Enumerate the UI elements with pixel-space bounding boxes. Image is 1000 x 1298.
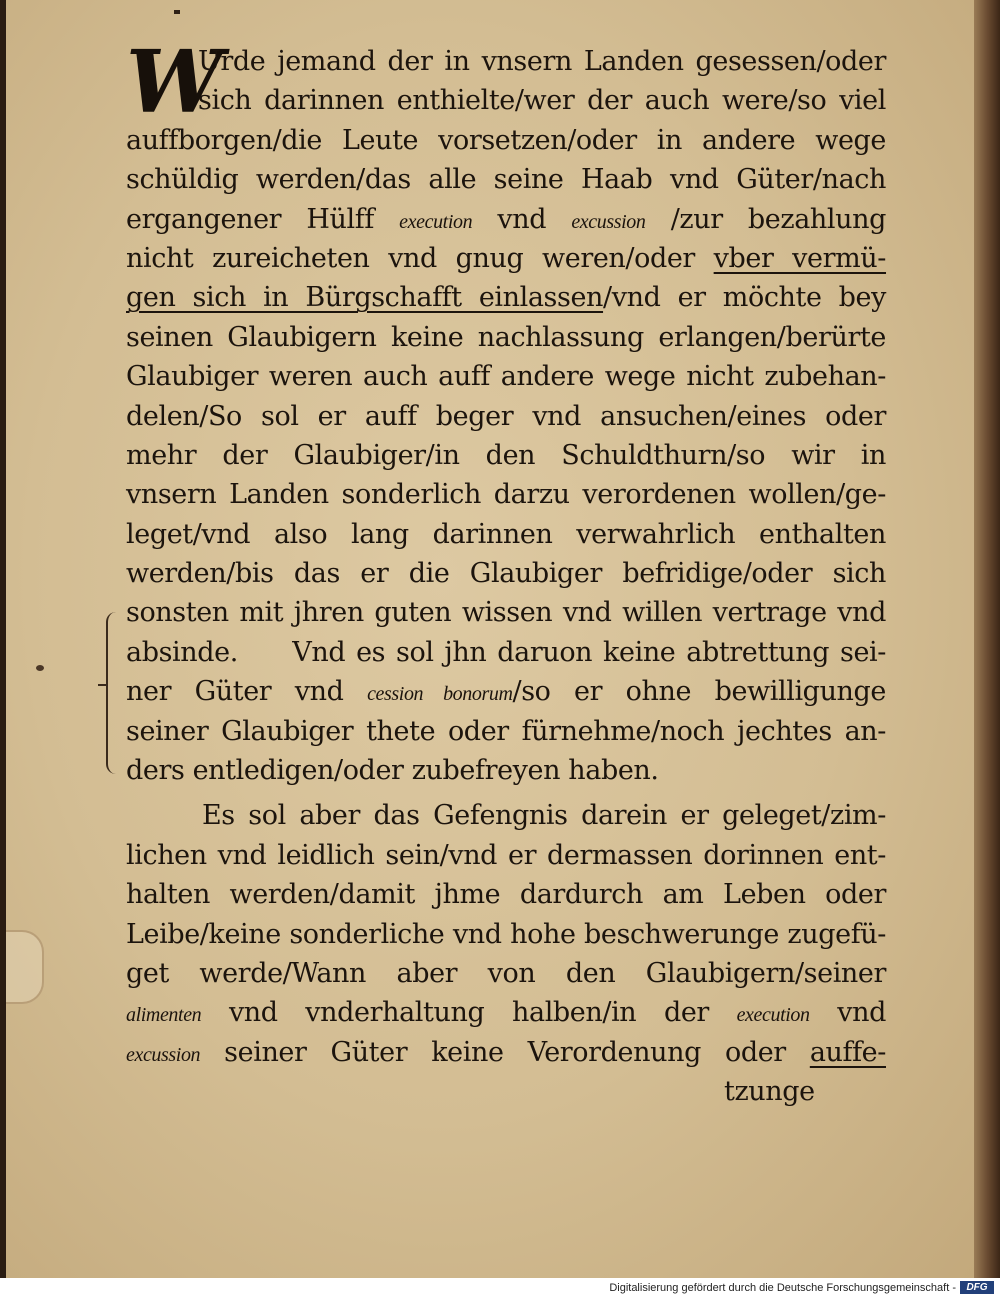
text-fragment: nicht zureicheten vnd gnug weren/oder	[126, 242, 695, 274]
text-line: Urde jemand der in vnsern Landen gesessen/oder	[198, 46, 886, 77]
text-line: sonsten mit jhren guten wissen vnd willen vertrage vnd	[126, 597, 886, 629]
text-line	[126, 200, 886, 239]
text-line: auffborgen/die Leute vorsetzen/oder in andere wege	[126, 124, 886, 156]
page-tab	[6, 930, 44, 1004]
underlined-text: auffe-	[809, 1036, 886, 1068]
text-line: leget/vnd also lang darinnen verwahrlich enthalten	[126, 518, 886, 550]
text-line: Leibe/keine sonderliche vnd hohe beschwerunge zugefü-	[126, 918, 886, 950]
text-fragment: vnd vnderhaltung halben/in der	[228, 997, 709, 1029]
catchword: tzunge	[724, 1076, 815, 1108]
drop-initial: W	[126, 32, 223, 133]
text-fragment: ner Güter vnd	[126, 676, 344, 708]
text-line	[126, 993, 886, 1032]
text-line: seiner Glaubiger thete oder fürnehme/noch jechtes an-	[126, 715, 886, 747]
margin-dot	[36, 665, 44, 671]
page-edge	[974, 0, 1000, 1278]
footer-credit: Digitalisierung gefördert durch die Deutsche Forschungsgemeinschaft -	[609, 1282, 956, 1294]
dfg-logo-icon[interactable]: DFG	[960, 1281, 994, 1294]
text-line: mehr der Glaubiger/in den Schuldthurn/so wir in	[126, 439, 886, 471]
text-line	[126, 239, 886, 278]
text-line	[126, 1033, 886, 1072]
text-line: schüldig werden/das alle seine Haab vnd Güter/nach	[126, 164, 886, 196]
text-line: sich darinnen enthielte/wer der auch were/so viel	[198, 85, 886, 117]
margin-bracket	[106, 612, 122, 774]
text-line: absinde. Vnd es sol jhn daruon keine abtrettung sei-	[126, 636, 886, 668]
text-line: Glaubiger weren auch auff andere wege nicht zubehan-	[126, 361, 886, 393]
text-line: lichen vnd leidlich sein/vnd er dermassen dorinnen ent-	[126, 839, 886, 871]
text-line: werden/bis das er die Glaubiger befridige/oder sich	[126, 558, 886, 590]
text-line: ders entledigen/oder zubefreyen haben.	[126, 755, 659, 787]
underlined-text: vber vermü-	[713, 242, 887, 274]
text-fragment: /vnd er möchte bey	[603, 282, 886, 314]
text-fragment: seiner Güter keine Verordenung oder	[224, 1036, 786, 1068]
text-line: seinen Glaubigern keine nachlassung erlangen/berürte	[126, 321, 886, 353]
text-line: get werde/Wann aber von den Glaubigern/seiner	[126, 957, 886, 989]
page-text	[126, 32, 887, 1112]
latin-term: cession bonorum	[367, 683, 513, 706]
text-line: Es sol aber das Gefengnis darein er geleget/zim-	[202, 800, 886, 832]
latin-term: excussion	[571, 210, 646, 233]
latin-term: excussion	[126, 1043, 201, 1066]
footer-bar	[0, 1278, 1000, 1298]
text-fragment: ergangener Hülff	[126, 203, 374, 235]
book-page	[6, 0, 977, 1278]
text-fragment: /zur bezahlung	[670, 203, 886, 235]
underlined-text: gen sich in Bürgschafft einlassen	[126, 282, 604, 314]
latin-term: alimenten	[126, 1004, 202, 1027]
text-line: vnsern Landen sonderlich darzu verordenen wollen/ge-	[126, 479, 886, 511]
text-line	[126, 672, 886, 711]
text-fragment: vnd	[497, 203, 547, 235]
latin-term: execution	[736, 1004, 810, 1027]
text-fragment: vnd	[837, 997, 886, 1029]
text-fragment: /so er ohne bewilligunge	[512, 676, 887, 708]
latin-term: execution	[399, 210, 473, 233]
text-line	[126, 278, 886, 317]
text-line: delen/So sol er auff beger vnd ansuchen/eines oder	[126, 400, 886, 432]
text-line: halten werden/damit jhme dardurch am Leben oder	[126, 879, 886, 911]
ink-mark	[174, 10, 180, 14]
